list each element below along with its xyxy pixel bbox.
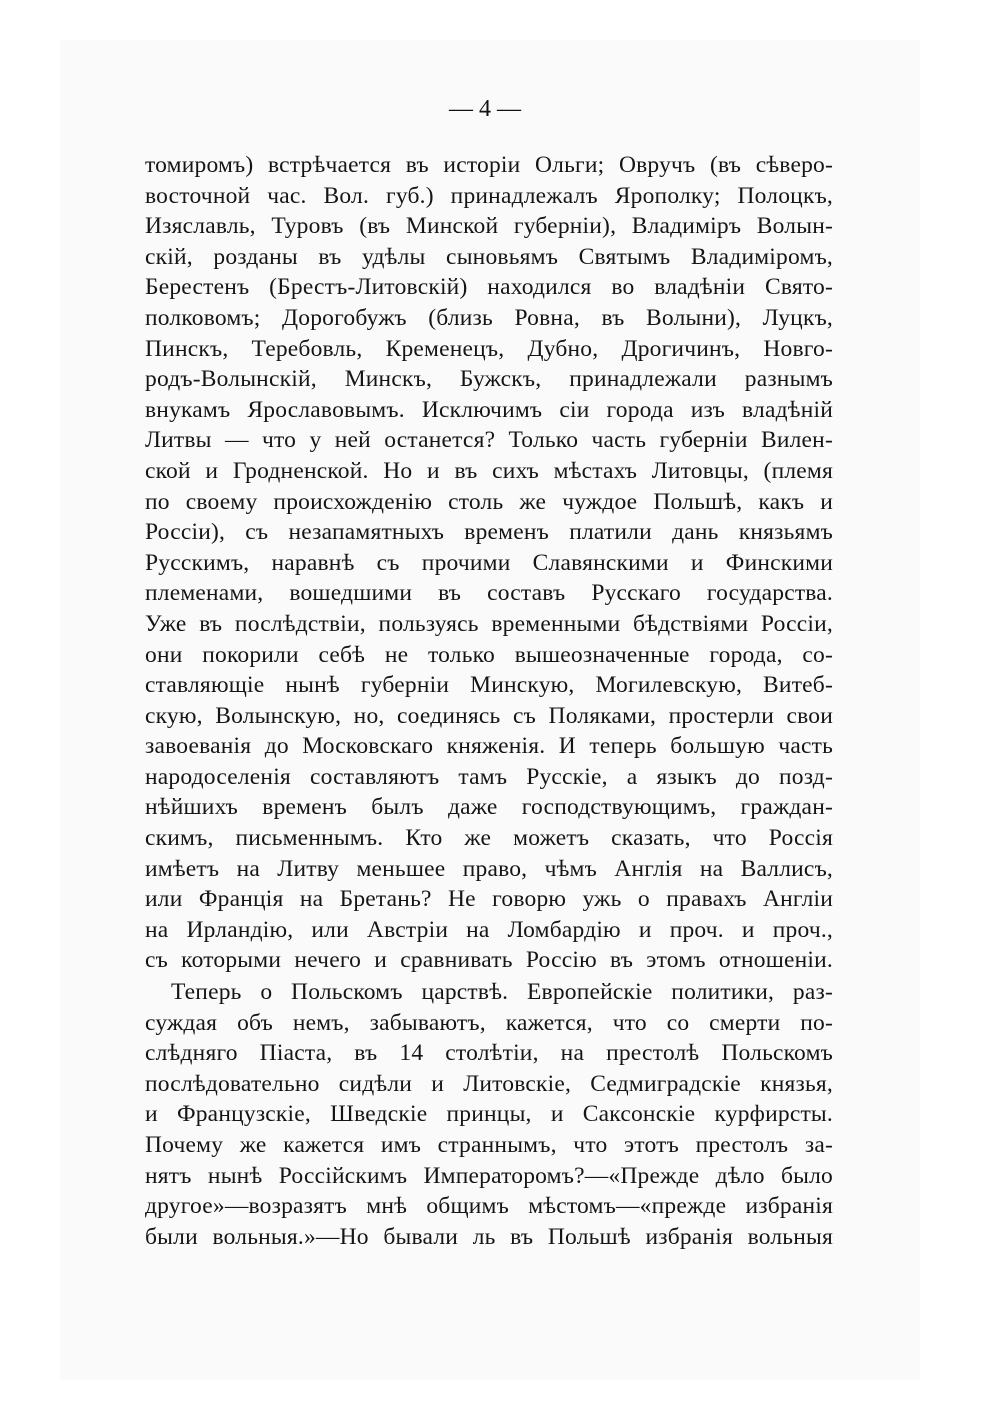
text-line: нятъ нынѣ Россійскимъ Императоромъ?—«Прежде дѣло было <box>145 1162 833 1189</box>
text-line: Россіи), съ незапамятныхъ временъ платили дань князьямъ <box>145 519 833 546</box>
paragraph-2 <box>145 977 833 1252</box>
text-line: скимъ, письменнымъ. Кто же можетъ сказать, что Россія <box>145 825 833 852</box>
text-line: по своему происхожденію столь же чуждое Польшѣ, какъ и <box>145 488 833 515</box>
text-line: имѣетъ на Литву меньшее право, чѣмъ Англія на Валлисъ, <box>145 855 833 882</box>
text-line: и Французскіе, Шведскіе принцы, и Саксонскіе курфирсты. <box>145 1101 833 1128</box>
text-line: народоселенія составляютъ тамъ Русскіе, а языкъ до позд- <box>145 763 833 790</box>
text-line: ской и Гродненской. Но и въ сихъ мѣстахъ Литовцы, (племя <box>145 457 833 484</box>
text-line: Литвы — что у ней останется? Только часть губерніи Вилен- <box>145 427 833 454</box>
text-line: они покорили себѣ не только вышеозначенные города, со- <box>145 641 833 668</box>
text-line: были вольныя.»—Но бывали ль въ Польшѣ избранія вольныя <box>145 1223 833 1250</box>
text-line: скую, Волынскую, но, соединясь съ Поляками, простерли свои <box>145 702 833 729</box>
text-line: Уже въ послѣдствіи, пользуясь временными бѣдствіями Россіи, <box>145 610 833 637</box>
text-line: Пинскъ, Теребовль, Кременецъ, Дубно, Дрогичинъ, Новго- <box>145 335 833 362</box>
text-line: восточной час. Вол. губ.) принадлежалъ Ярополку; Полоцкъ, <box>145 182 833 209</box>
text-line: Русскимъ, наравнѣ съ прочими Славянскими и Финскими <box>145 549 833 576</box>
text-line: съ которыми нечего и сравнивать Россію въ этомъ отношеніи. <box>145 947 833 974</box>
text-line: Теперь о Польскомъ царствѣ. Европейскіе политики, раз- <box>171 979 833 1006</box>
text-line: послѣдовательно сидѣли и Литовскіе, Седмиградскіе князья, <box>145 1070 833 1097</box>
text-line: Изяславль, Туровъ (въ Минской губерніи), Владиміръ Волын- <box>145 213 833 240</box>
text-line: завоеванія до Московскаго княженія. И теперь большую часть <box>145 733 833 760</box>
text-line: Почему же кажется имъ страннымъ, что этотъ престолъ за- <box>145 1132 833 1158</box>
page-number: — 4 — <box>449 96 521 122</box>
text-line: или Франція на Бретань? Не говорю ужь о правахъ Англіи <box>145 886 833 913</box>
text-line: Берестенъ (Брестъ-Литовскій) находился во владѣніи Свято- <box>145 274 833 301</box>
text-line: родъ-Волынскій, Минскъ, Бужскъ, принадлежали разнымъ <box>145 366 833 393</box>
text-line: племенами, вошедшими въ составъ Русскаго государства. <box>145 580 833 607</box>
text-line: полковомъ; Дорогобужъ (близь Ровна, въ Волыни), Луцкъ, <box>145 304 833 331</box>
body-text <box>145 150 833 1252</box>
text-line: слѣдняго Піаста, въ 14 столѣтіи, на престолѣ Польскомъ <box>145 1040 833 1067</box>
text-line: другое»—возразятъ мнѣ общимъ мѣстомъ—«прежде избранія <box>145 1193 833 1220</box>
text-line: нѣйшихъ временъ былъ даже господствующимъ, граждан- <box>145 794 833 821</box>
text-line: суждая объ немъ, забываютъ, кажется, что со смерти по- <box>145 1009 833 1036</box>
text-line: ставляющіе нынѣ губерніи Минскую, Могилевскую, Витеб- <box>145 672 833 699</box>
text-line: скій, розданы въ удѣлы сыновьямъ Святымъ Владиміромъ, <box>145 243 833 270</box>
text-line: томиромъ) встрѣчается въ исторіи Ольги; Овручъ (въ сѣверо- <box>145 152 833 178</box>
text-line: на Ирландію, или Австріи на Ломбардію и проч. и проч., <box>145 916 833 943</box>
text-line: внукамъ Ярославовымъ. Исключимъ сіи города изъ владѣній <box>145 396 833 423</box>
paragraph-1 <box>145 150 833 976</box>
